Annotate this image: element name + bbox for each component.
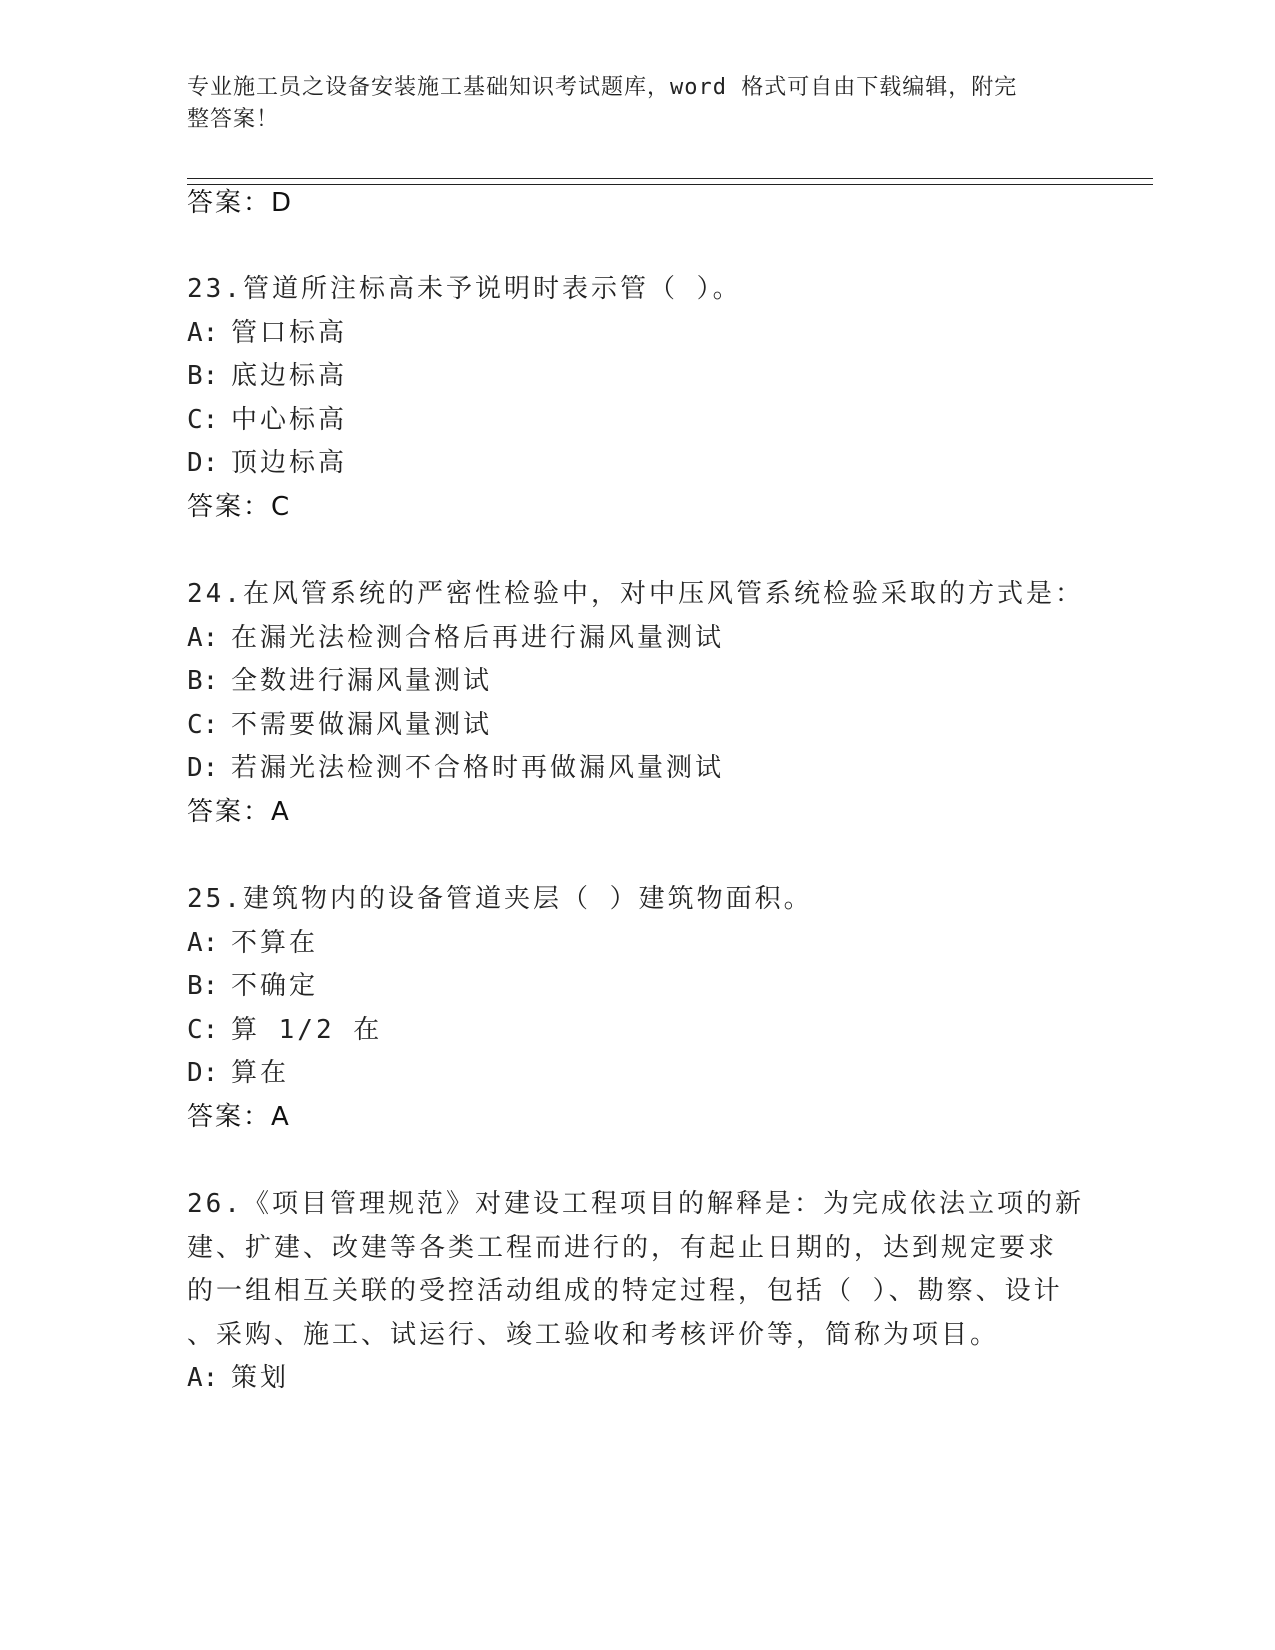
q25-option-a: [187, 926, 318, 960]
header-line-1: 专业施工员之设备安装施工基础知识考试题库，word 格式可自由下载编辑，附完: [187, 75, 1018, 100]
option-letter: B:: [187, 971, 219, 1001]
document-header: [187, 72, 1077, 136]
question-26-line-1: 26.《项目管理规范》对建设工程项目的解释是：为完成依法立项的新: [187, 1189, 1084, 1219]
option-text: 若漏光法检测不合格时再做漏风量测试: [231, 753, 725, 783]
question-24: 24.在风管系统的严密性检验中，对中压风管系统检验采取的方式是：: [187, 579, 1084, 609]
option-text: 全数进行漏风量测试: [231, 666, 493, 696]
q26-option-a: [187, 1361, 289, 1395]
option-text: 底边标高: [231, 361, 348, 391]
option-letter: D:: [187, 448, 219, 478]
option-letter: A:: [187, 1363, 219, 1393]
option-text: 管口标高: [231, 318, 348, 348]
option-letter: A:: [187, 928, 219, 958]
q24-option-b: [187, 664, 492, 698]
answer-23: 答案：C: [187, 492, 292, 522]
q25-option-d: [187, 1056, 289, 1090]
header-line-2: 整答案！: [187, 107, 280, 132]
option-text: 算 1/2 在: [231, 1015, 383, 1045]
option-letter: A:: [187, 623, 219, 653]
option-letter: B:: [187, 361, 219, 391]
q24-option-a: [187, 621, 724, 655]
option-text: 在漏光法检测合格后再进行漏风量测试: [231, 623, 725, 653]
option-text: 算在: [231, 1058, 290, 1088]
option-letter: C:: [187, 405, 219, 435]
option-letter: A:: [187, 318, 219, 348]
q23-option-b: [187, 359, 347, 393]
question-26-line-2: 建、扩建、改建等各类工程而进行的，有起止日期的，达到规定要求: [187, 1233, 1058, 1263]
question-25: 25.建筑物内的设备管道夹层（ ）建筑物面积。: [187, 884, 813, 914]
q23-option-d: [187, 446, 347, 480]
answer-prev: 答案：D: [187, 188, 294, 218]
q23-option-c: [187, 403, 347, 437]
q23-option-a: [187, 316, 347, 350]
option-text: 策划: [231, 1363, 290, 1393]
option-text: 中心标高: [231, 405, 348, 435]
answer-25: 答案：A: [187, 1102, 291, 1132]
question-26-line-4: 、采购、施工、试运行、竣工验收和考核评价等，简称为项目。: [187, 1320, 1000, 1350]
option-text: 不算在: [231, 928, 319, 958]
q24-option-c: [187, 708, 492, 742]
q24-option-d: [187, 751, 724, 785]
option-text: 顶边标高: [231, 448, 348, 478]
option-text: 不确定: [231, 971, 319, 1001]
option-text: 不需要做漏风量测试: [231, 710, 493, 740]
q25-option-c: [187, 1013, 382, 1047]
option-letter: C:: [187, 1015, 219, 1045]
option-letter: C:: [187, 710, 219, 740]
question-26-line-3: 的一组相互关联的受控活动组成的特定过程，包括（ ）、勘察、设计: [187, 1276, 1063, 1306]
question-23: 23.管道所注标高未予说明时表示管（ ）。: [187, 274, 742, 304]
option-letter: D:: [187, 753, 219, 783]
q25-option-b: [187, 969, 318, 1003]
option-letter: D:: [187, 1058, 219, 1088]
option-letter: B:: [187, 666, 219, 696]
header-divider: [187, 178, 1153, 185]
answer-24: 答案：A: [187, 797, 291, 827]
